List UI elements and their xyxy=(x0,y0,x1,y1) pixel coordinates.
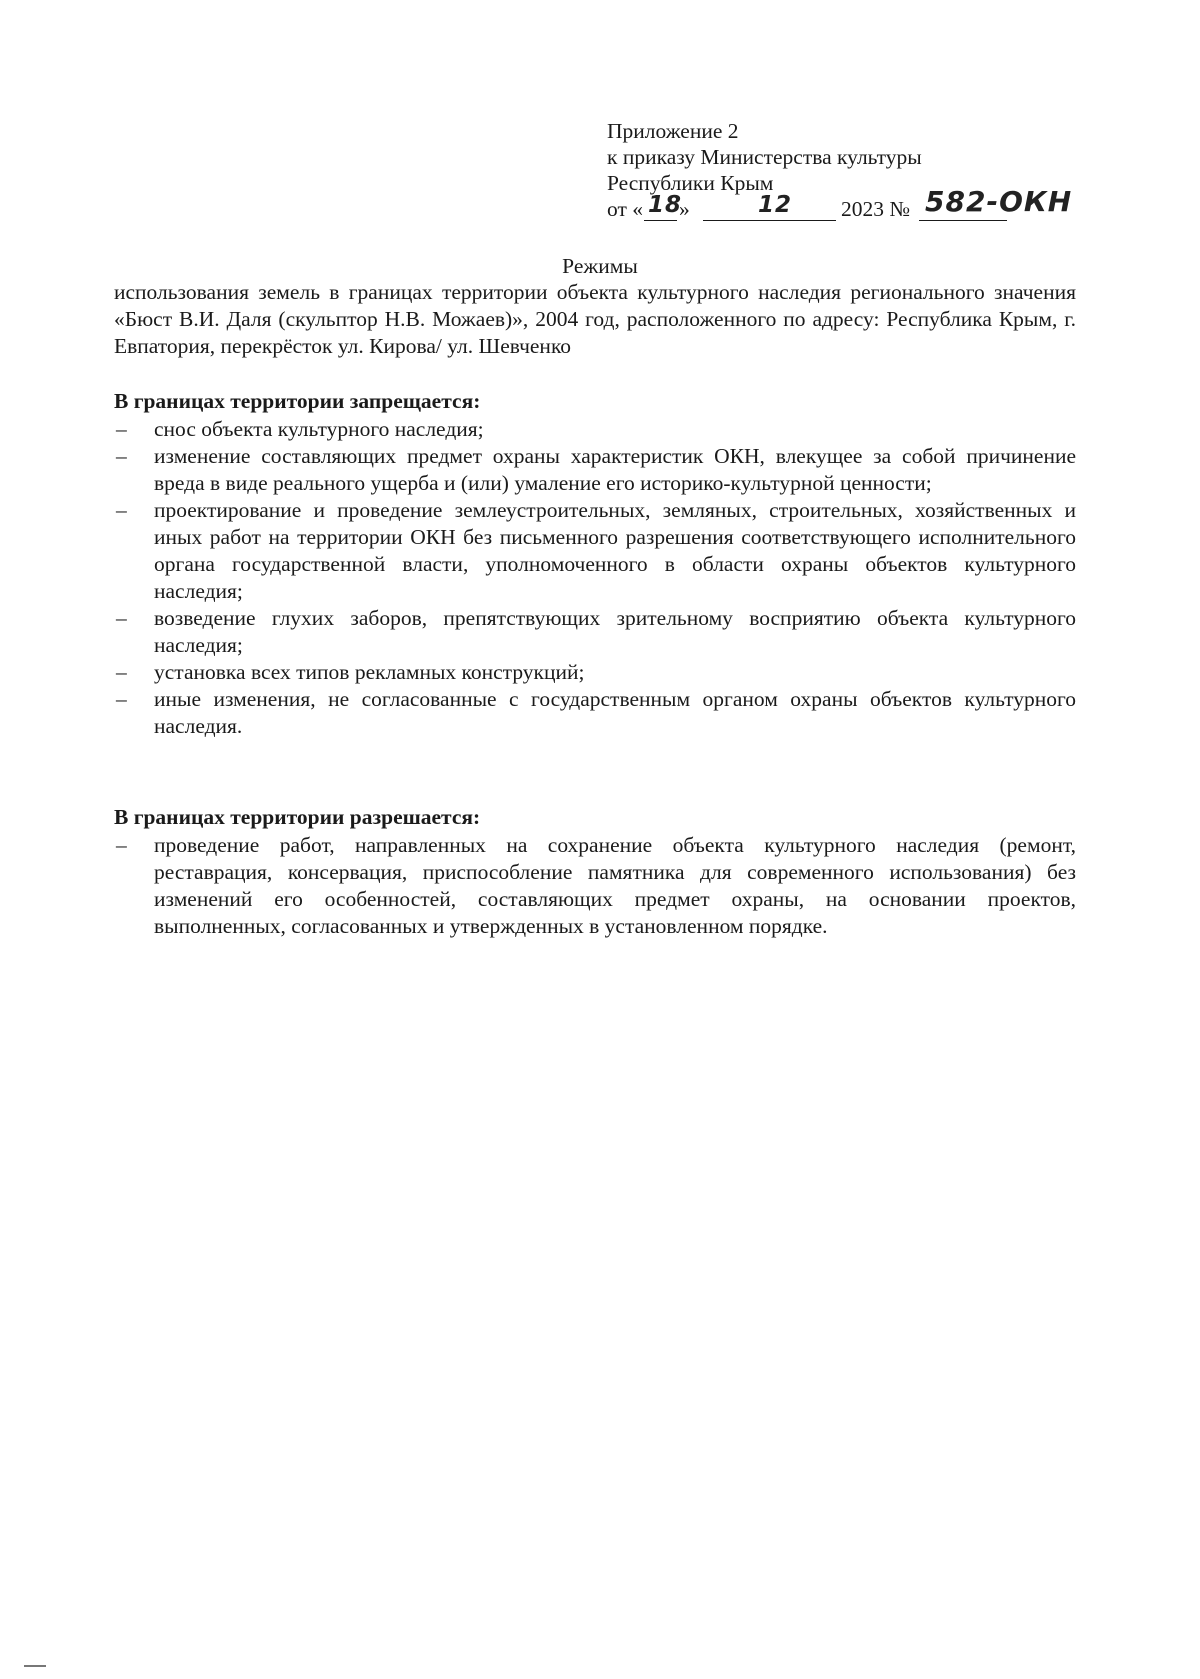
prohibited-list xyxy=(114,416,1076,740)
allowed-list xyxy=(114,832,1076,940)
list-item xyxy=(114,659,1076,686)
month-underline xyxy=(703,220,836,221)
order-number-handwritten: 582-ОКН xyxy=(925,185,1073,218)
list-dash: – xyxy=(116,660,127,684)
list-dash: – xyxy=(116,606,127,630)
day-underline xyxy=(644,220,677,221)
list-item-text: возведение глухих заборов, препятствующих зрительному восприятию объекта культурного наследия; xyxy=(154,606,1076,657)
list-item xyxy=(114,605,1076,659)
prohibited-heading: В границах территории запрещается: xyxy=(114,389,481,413)
attachment-order-reference: к приказу Министерства культуры xyxy=(607,145,922,169)
list-dash: – xyxy=(116,444,127,468)
document-title: Режимы xyxy=(562,254,638,278)
list-item-text: проведение работ, направленных на сохранение объекта культурного наследия (ремонт, реставрация, консервация, приспособление памятника для современного использования) без изменений его особенностей, составляющих предмет охраны, на основании проектов, выполненных, согласованных и утвержденных в установленном порядке. xyxy=(154,833,1076,938)
list-item-text: снос объекта культурного наследия; xyxy=(154,417,484,441)
list-dash: – xyxy=(116,417,127,441)
attachment-title: Приложение 2 xyxy=(607,119,739,143)
list-item-text: установка всех типов рекламных конструкций; xyxy=(154,660,585,684)
order-year-number-label: 2023 № xyxy=(841,197,910,221)
list-item xyxy=(114,416,1076,443)
attachment-block xyxy=(607,118,1087,224)
list-item xyxy=(114,686,1076,740)
number-underline xyxy=(919,220,1007,221)
list-item xyxy=(114,443,1076,497)
list-item xyxy=(114,832,1076,940)
document-intro: использования земель в границах территории объекта культурного наследия регионального значения «Бюст В.И. Даля (скульптор Н.В. Можаев)», 2004 год, расположенного по адресу: Республика Крым, г. Евпатория, перекрёсток ул. Кирова/ ул. Шевченко xyxy=(114,280,1076,358)
attachment-region: Республики Крым xyxy=(607,171,774,195)
scan-mark xyxy=(24,1665,46,1667)
list-dash: – xyxy=(116,498,127,522)
list-item-text: проектирование и проведение землеустроительных, земляных, строительных, хозяйственных и иных работ на территории ОКН без письменного разрешения соответствующего исполнительного органа государственной власти, уполномоченного в области охраны объектов культурного наследия; xyxy=(154,498,1076,603)
order-day-handwritten: 18 xyxy=(648,192,683,218)
date-prefix: от « xyxy=(607,197,643,221)
list-item xyxy=(114,497,1076,605)
date-quote-close: » xyxy=(679,197,690,221)
order-month-handwritten: 12 xyxy=(758,192,793,218)
list-dash: – xyxy=(116,687,127,711)
list-item-text: иные изменения, не согласованные с государственным органом охраны объектов культурного наследия. xyxy=(154,687,1076,738)
allowed-heading: В границах территории разрешается: xyxy=(114,805,481,829)
list-item-text: изменение составляющих предмет охраны характеристик ОКН, влекущее за собой причинение вреда в виде реального ущерба и (или) умаление его историко-культурной ценности; xyxy=(154,444,1076,495)
list-dash: – xyxy=(116,833,127,857)
order-date-line xyxy=(607,185,1087,224)
